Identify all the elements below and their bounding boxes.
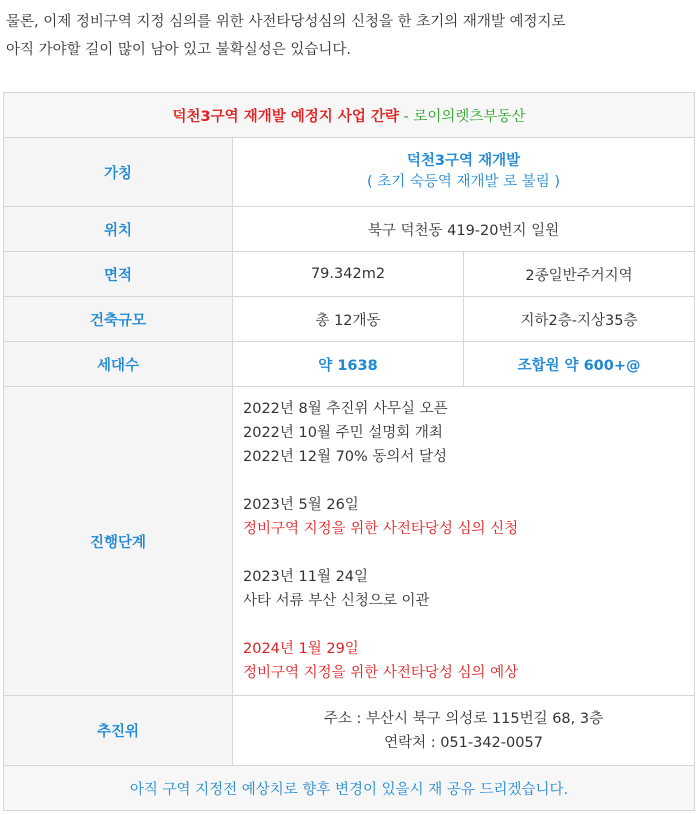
progress-item: 2022년 12월 70% 동의서 달성 [243, 449, 448, 465]
table-row [4, 138, 695, 207]
table-row [4, 297, 695, 342]
progress-spacer [243, 541, 694, 565]
progress-item: 2022년 8월 추진위 사무실 오픈 [243, 401, 448, 417]
value-progress [233, 387, 695, 696]
progress-spacer [243, 613, 694, 637]
intro-text [6, 8, 686, 64]
value-zone: 2종일반주거지역 [464, 252, 695, 297]
table-row [4, 387, 695, 696]
table-title-main: 덕천3구역 재개발 예정지 사업 간략 [172, 108, 399, 125]
label-progress: 진행단계 [4, 387, 233, 696]
progress-item: 사타 서류 부산 신청으로 이관 [243, 593, 430, 609]
project-summary-table [3, 92, 695, 811]
value-floors: 지하2층-지상35층 [464, 297, 695, 342]
progress-item: 2023년 5월 26일 [243, 497, 359, 513]
committee-address: 주소 : 부산시 북구 의성로 115번길 68, 3층 [323, 710, 604, 727]
progress-item: 정비구역 지정을 위한 사전타당성 심의 신청 [243, 521, 519, 537]
footer-note: 아직 구역 지정전 예상치로 향후 변경이 있을시 재 공유 드리겠습니다. [4, 766, 695, 811]
value-name [233, 138, 695, 207]
table-title-dash: - [398, 108, 414, 125]
title-row [4, 93, 695, 138]
value-committee [233, 696, 695, 766]
progress-item: 2024년 1월 29일 [243, 641, 359, 657]
table-row [4, 207, 695, 252]
table-row [4, 696, 695, 766]
label-location: 위치 [4, 207, 233, 252]
table-title-source: 로이의렛츠부동산 [413, 108, 526, 125]
project-name: 덕천3구역 재개발 [406, 153, 521, 169]
label-scale: 건축규모 [4, 297, 233, 342]
table-row [4, 342, 695, 387]
label-committee: 추진위 [4, 696, 233, 766]
intro-line-1: 물론, 이제 정비구역 지정 심의를 위한 사전타당성심의 신청을 한 초기의 재개발 예정지로 [6, 14, 566, 30]
intro-line-2: 아직 가야할 길이 많이 남아 있고 불확실성은 있습니다. [6, 42, 352, 58]
footer-row [4, 766, 695, 811]
progress-list [243, 397, 694, 685]
value-area: 79.342m2 [233, 252, 464, 297]
table-row [4, 252, 695, 297]
committee-contact: 연락처 : 051-342-0057 [384, 734, 543, 751]
project-alias: ( 초기 숙등역 재개발 로 불림 ) [366, 174, 561, 190]
progress-spacer [243, 469, 694, 493]
label-area: 면적 [4, 252, 233, 297]
table-title [4, 93, 695, 138]
value-households: 약 1638 [233, 342, 464, 387]
value-scale: 총 12개동 [233, 297, 464, 342]
value-location: 북구 덕천동 419-20번지 일원 [233, 207, 695, 252]
progress-item: 2022년 10월 주민 설명회 개최 [243, 425, 443, 441]
progress-item: 정비구역 지정을 위한 사전타당성 심의 예상 [243, 665, 519, 681]
label-name: 가칭 [4, 138, 233, 207]
progress-item: 2023년 11월 24일 [243, 569, 369, 585]
label-households: 세대수 [4, 342, 233, 387]
value-members: 조합원 약 600+@ [464, 342, 695, 387]
